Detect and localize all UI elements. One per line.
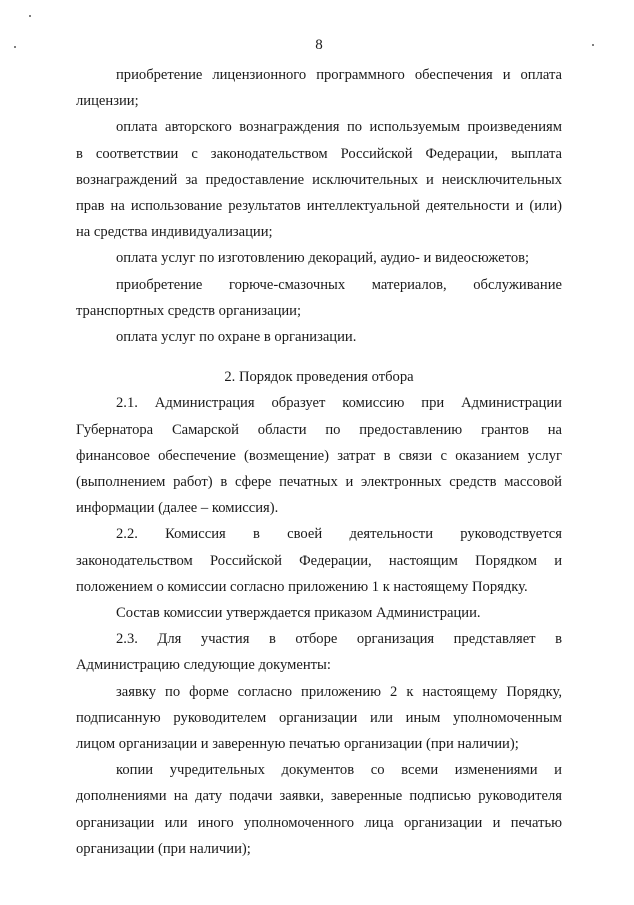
paragraph-line: в соответствии с законодательством Российской Федерации, выплата — [76, 145, 562, 162]
body-text — [76, 62, 562, 862]
paragraph-line: 2.1. Администрация образует комиссию при Администрации — [116, 395, 562, 412]
paragraph-line: организации (при наличии); — [76, 840, 251, 857]
paragraph-line: оплата услуг по изготовлению декораций, аудио- и видеосюжетов; — [116, 250, 530, 267]
paragraph-line: на средства индивидуализации; — [76, 224, 273, 241]
scan-speck — [29, 15, 31, 17]
paragraph-line: прав на использование результатов интеллектуальной деятельности и (или) — [76, 198, 562, 215]
list-block-top — [76, 62, 562, 350]
list-block-bottom — [76, 390, 562, 862]
paragraph-line: Администрацию следующие документы: — [76, 657, 331, 674]
paragraph-line: подписанную руководителем организации или иным уполномоченным — [76, 709, 562, 726]
paragraph-line: Губернатора Самарской области по предоставлению грантов на — [76, 421, 562, 438]
paragraph-line: приобретение лицензионного программного обеспечения и оплата — [116, 67, 562, 83]
paragraph-line: оплата услуг по охране в организации. — [116, 329, 357, 346]
paragraph-line: дополнениями на дату подачи заявки, заверенные подписью руководителя — [76, 788, 562, 805]
paragraph-line: положением о комиссии согласно приложению 1 к настоящему Порядку. — [76, 578, 528, 595]
paragraph-line: копии учредительных документов со всеми изменениями и — [116, 762, 562, 779]
page-number: 8 — [315, 37, 323, 53]
scan-speck — [592, 44, 594, 46]
paragraph-line: законодательством Российской Федерации, настоящим Порядком и — [76, 552, 562, 569]
paragraph-line: вознаграждений за предоставление исключительных и неисключительных — [76, 171, 562, 188]
paragraph-line: приобретение горюче-смазочных материалов, обслуживание — [116, 276, 562, 293]
paragraph-line: лицом организации и заверенную печатью организации (при наличии); — [76, 736, 519, 753]
paragraph-line: 2.2. Комиссия в своей деятельности руководствуется — [116, 526, 562, 543]
paragraph-line: 2.3. Для участия в отборе организация представляет в — [116, 631, 562, 648]
paragraph-line: лицензии; — [76, 93, 139, 110]
paragraph-line: оплата авторского вознаграждения по используемым произведениям — [116, 119, 562, 136]
paragraph-line: финансовое обеспечение (возмещение) затрат в связи с оказанием услуг — [76, 447, 562, 464]
paragraph-line: организации или иного уполномоченного лица организации и печатью — [76, 814, 562, 831]
paragraph-line: транспортных средств организации; — [76, 302, 302, 319]
paragraph-line: информации (далее – комиссия). — [76, 500, 279, 517]
paragraph-line: Состав комиссии утверждается приказом Администрации. — [116, 605, 481, 622]
paragraph-line: (выполнением работ) в сфере печатных и электронных средств массовой — [76, 474, 562, 491]
scan-speck — [14, 46, 16, 48]
section-heading: 2. Порядок проведения отбора — [224, 369, 414, 386]
paragraph-line: заявку по форме согласно приложению 2 к настоящему Порядку, — [116, 683, 562, 700]
